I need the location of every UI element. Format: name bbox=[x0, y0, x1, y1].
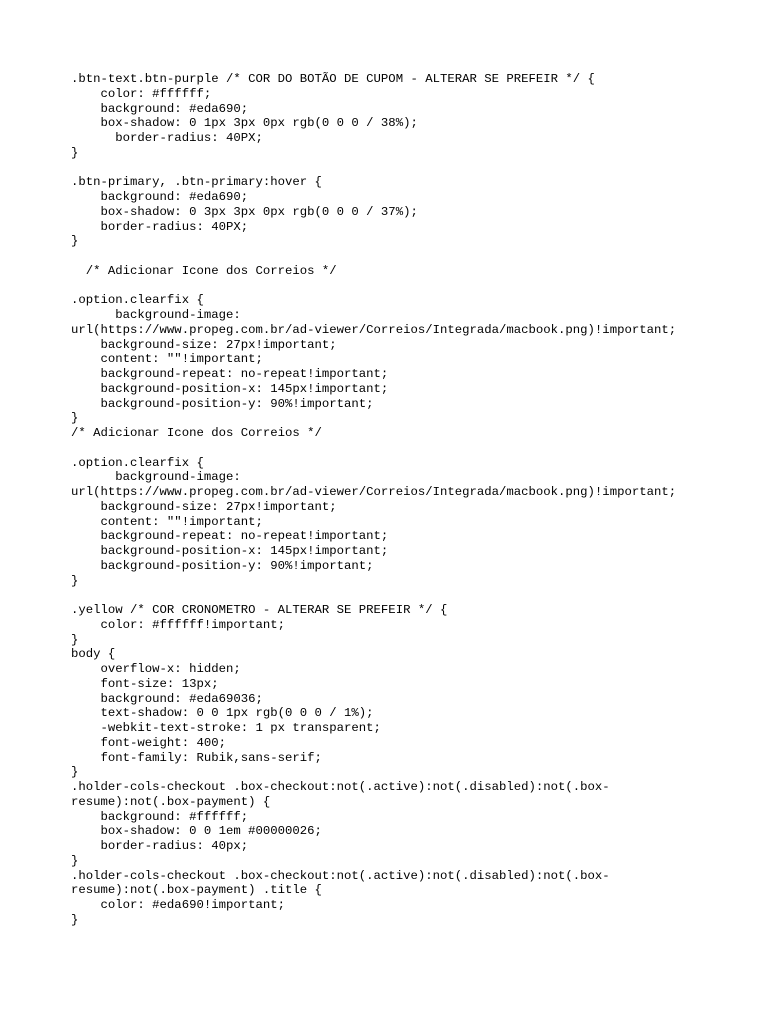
code-line: /* Adicionar Icone dos Correios */ bbox=[71, 263, 337, 278]
document-page bbox=[71, 72, 761, 928]
code-line: -webkit-text-stroke: 1 px transparent; bbox=[71, 721, 381, 735]
code-line bbox=[71, 249, 761, 264]
code-line: font-weight: 400; bbox=[71, 735, 226, 750]
code-line: content: ""!important; bbox=[71, 352, 263, 367]
code-line: text-shadow: 0 0 1px rgb(0 0 0 / 1%); bbox=[71, 706, 374, 721]
code-line: background: #ffffff; bbox=[71, 809, 249, 824]
code-line: border-radius: 40PX; bbox=[71, 219, 249, 234]
code-line: .holder-cols-checkout .box-checkout:not(.active):not(.disabled):not(.box- bbox=[71, 868, 610, 883]
code-line: font-size: 13px; bbox=[71, 676, 219, 691]
code-line: .btn-primary, .btn-primary:hover { bbox=[71, 175, 322, 190]
code-line: font-family: Rubik,sans-serif; bbox=[71, 750, 322, 765]
code-line: } bbox=[71, 573, 79, 588]
code-line: } bbox=[71, 765, 79, 780]
code-line: .yellow /* COR CRONOMETRO - ALTERAR SE PREFEIR */ { bbox=[71, 603, 448, 617]
code-line: resume):not(.box-payment) .title { bbox=[71, 883, 322, 898]
code-line: .holder-cols-checkout .box-checkout:not(.active):not(.disabled):not(.box- bbox=[71, 780, 610, 794]
code-line: background: #eda690; bbox=[71, 101, 249, 116]
code-line: url(https://www.propeg.com.br/ad-viewer/Correios/Integrada/macbook.png)!important; bbox=[71, 322, 677, 337]
code-line: background: #eda69036; bbox=[71, 691, 263, 706]
code-line: resume):not(.box-payment) { bbox=[71, 794, 271, 809]
code-line: color: #eda690!important; bbox=[71, 898, 286, 912]
code-line: } bbox=[71, 853, 79, 868]
code-line: background-image: bbox=[71, 470, 241, 485]
code-line: .btn-text.btn-purple /* COR DO BOTÃO DE CUPOM - ALTERAR SE PREFEIR */ { bbox=[71, 72, 595, 86]
code-line: background-position-y: 90%!important; bbox=[71, 558, 374, 573]
code-line: background-repeat: no-repeat!important; bbox=[71, 367, 389, 381]
code-line: color: #ffffff!important; bbox=[71, 617, 286, 632]
code-line: box-shadow: 0 0 1em #00000026; bbox=[71, 824, 322, 839]
code-line: } bbox=[71, 912, 79, 927]
code-line: content: ""!important; bbox=[71, 514, 263, 529]
code-line: background-position-y: 90%!important; bbox=[71, 396, 374, 411]
code-line: } bbox=[71, 234, 79, 249]
code-line: background-position-x: 145px!important; bbox=[71, 381, 389, 396]
code-line: } bbox=[71, 411, 79, 426]
code-line: overflow-x: hidden; bbox=[71, 662, 241, 676]
code-line bbox=[71, 441, 761, 456]
code-line: background: #eda690; bbox=[71, 190, 249, 204]
code-line: box-shadow: 0 1px 3px 0px rgb(0 0 0 / 38%); bbox=[71, 116, 418, 131]
code-line bbox=[71, 161, 761, 176]
code-line: background-position-x: 145px!important; bbox=[71, 544, 389, 558]
code-line: /* Adicionar Icone dos Correios */ bbox=[71, 426, 322, 440]
code-line: background-repeat: no-repeat!important; bbox=[71, 529, 389, 544]
code-line: .option.clearfix { bbox=[71, 455, 204, 470]
code-line: border-radius: 40px; bbox=[71, 839, 249, 853]
code-line: } bbox=[71, 632, 79, 647]
code-line: color: #ffffff; bbox=[71, 86, 212, 101]
code-line bbox=[71, 588, 761, 603]
code-line: box-shadow: 0 3px 3px 0px rgb(0 0 0 / 37%); bbox=[71, 204, 418, 219]
code-line bbox=[71, 279, 761, 294]
code-line: .option.clearfix { bbox=[71, 293, 204, 308]
code-line: background-size: 27px!important; bbox=[71, 337, 337, 352]
code-line: background-size: 27px!important; bbox=[71, 499, 337, 514]
code-line: background-image: bbox=[71, 308, 241, 322]
code-line: } bbox=[71, 145, 79, 160]
code-line: url(https://www.propeg.com.br/ad-viewer/Correios/Integrada/macbook.png)!important; bbox=[71, 485, 677, 499]
code-line: body { bbox=[71, 647, 116, 662]
code-line: border-radius: 40PX; bbox=[71, 131, 263, 145]
